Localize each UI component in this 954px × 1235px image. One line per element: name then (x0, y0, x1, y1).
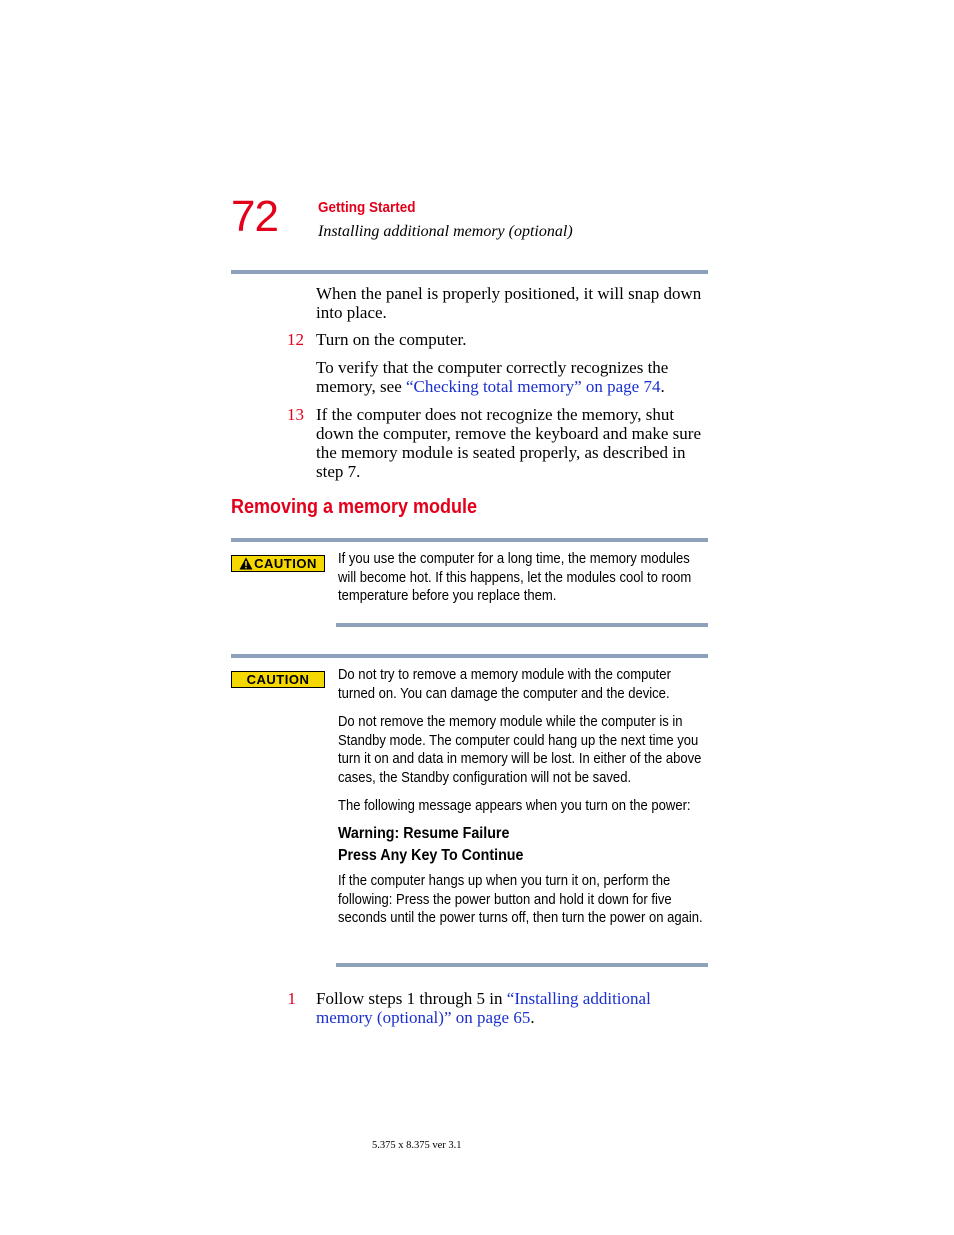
caution-paragraph: The following message appears when you turn on the power: (338, 798, 691, 814)
caution-label: CAUTION (246, 672, 310, 687)
message-line: Warning: Resume Failure (338, 825, 510, 842)
checking-memory-link[interactable]: “Checking total memory” on page 74 (406, 377, 661, 396)
verify-paragraph (316, 358, 686, 396)
caution-paragraph: Do not remove the memory module while the computer is in Standby mode. The computer could hang up the next time you turn it on and data in memory will be lost. In either of the above cases, the Standby configuration will not be saved. (338, 714, 702, 787)
intro-paragraph: When the panel is properly positioned, it will snap down into place. (316, 284, 702, 322)
verify-end: . (660, 377, 665, 396)
step-number: 1 (287, 989, 296, 1008)
caution-text: If you use the computer for a long time, the memory modules will become hot. If this happens, let the modules cool to room temperature before you replace them. (338, 551, 692, 605)
caution-paragraph: If the computer hangs up when you turn it on, perform the following: Press the power button and hold it down for five seconds until the power turns off, then turn the power on again. (338, 873, 703, 927)
section-subtitle: Installing additional memory (optional) (318, 223, 573, 240)
step-text-end: . (530, 1008, 535, 1027)
step-text: Turn on the computer. (316, 330, 467, 349)
caution-paragraph: Do not try to remove a memory module with the computer turned on. You can damage the computer and the device. (338, 667, 671, 702)
caution-bottom-rule (336, 623, 708, 627)
verify-text: To verify that the computer correctly recognizes the memory, see (316, 358, 669, 396)
header-rule (231, 270, 708, 274)
step-number: 13 (287, 405, 304, 424)
step-text-start: Follow steps 1 through 5 in (316, 989, 507, 1008)
installing-memory-link[interactable]: “Installing additional memory (optional)” on page 65 (316, 989, 651, 1027)
caution-top-rule (231, 538, 708, 542)
page-number: 72 (231, 192, 278, 241)
page-footer: 5.375 x 8.375 ver 3.1 (372, 1140, 462, 1151)
caution-label: CAUTION (254, 556, 317, 571)
caution-badge (231, 555, 325, 572)
step-text: If the computer does not recognize the memory, shut down the computer, remove the keyboard and make sure the memory module is seated properly, as described in step 7. (316, 405, 701, 481)
caution-bottom-rule (336, 963, 708, 967)
step-text (316, 989, 686, 1027)
caution-top-rule (231, 654, 708, 658)
caution-badge (231, 671, 325, 688)
section-heading: Removing a memory module (231, 496, 478, 518)
step-number: 12 (287, 330, 304, 349)
warning-triangle-icon (239, 557, 253, 570)
section-title: Getting Started (318, 199, 416, 216)
message-line: Press Any Key To Continue (338, 847, 524, 864)
